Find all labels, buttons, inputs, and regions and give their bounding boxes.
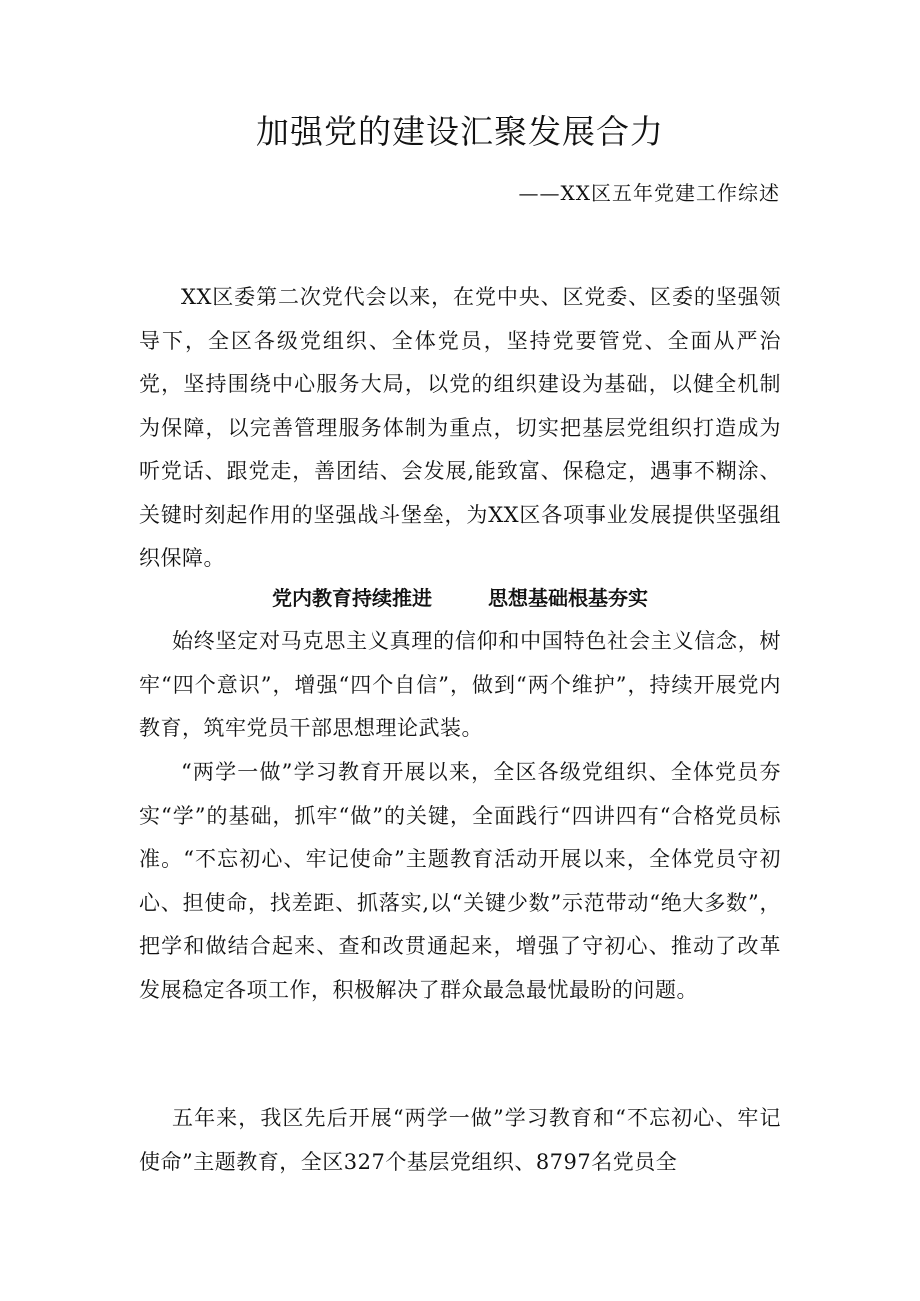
paragraph-education: 始终坚定对马克思主义真理的信仰和中国特色社会主义信念，树牢“四个意识”，增强“四个自信”，做到“两个维护”，持续开展党内教育，筑牢党员干部思想理论武装。 — [139, 629, 781, 740]
paragraph-learning: “两学一做”学习教育开展以来，全区各级党组织、全体党员夯实“学”的基础，抓牢“做”的关键，全面践行“四讲四有“合格党员标准。“不忘初心、牢记使命”主题教育活动开展以来，全体党员守初心、担使命，找差距、抓落实,以“关键少数”示范带动“绝大多数”，把学和做结合起来、查和改贯通起来，增强了守初心、推动了改革发展稳定各项工作，积极解决了群众最急最忧最盼的问题。 — [139, 760, 781, 1002]
document-title: 加强党的建设汇聚发展合力 — [256, 112, 664, 151]
section-heading — [0, 578, 920, 618]
paragraph-intro: XX区委第二次党代会以来，在党中央、区党委、区委的坚强领导下，全区各级党组织、全体党员，坚持党要管党、全面从严治党，坚持围绕中心服务大局，以党的组织建设为基础，以健全机制为保障，以完善管理服务体制为重点，切实把基层党组织打造成为听党话、跟党走，善团结、会发展,能致富、保稳定，遇事不糊涂、关键时刻起作用的坚强战斗堡垒，为XX区各项事业发展提供坚强组织保障。 — [139, 285, 781, 570]
paragraph-five-years: 五年来，我区先后开展“两学一做”学习教育和“不忘初心、牢记使命”主题教育，全区327个基层党组织、8797名党员全 — [139, 1106, 781, 1174]
section-heading-left: 党内教育持续推进 — [272, 586, 432, 610]
document-subtitle: ——XX区五年党建工作综述 — [518, 181, 780, 205]
section-heading-right: 思想基础根基夯实 — [488, 586, 648, 610]
